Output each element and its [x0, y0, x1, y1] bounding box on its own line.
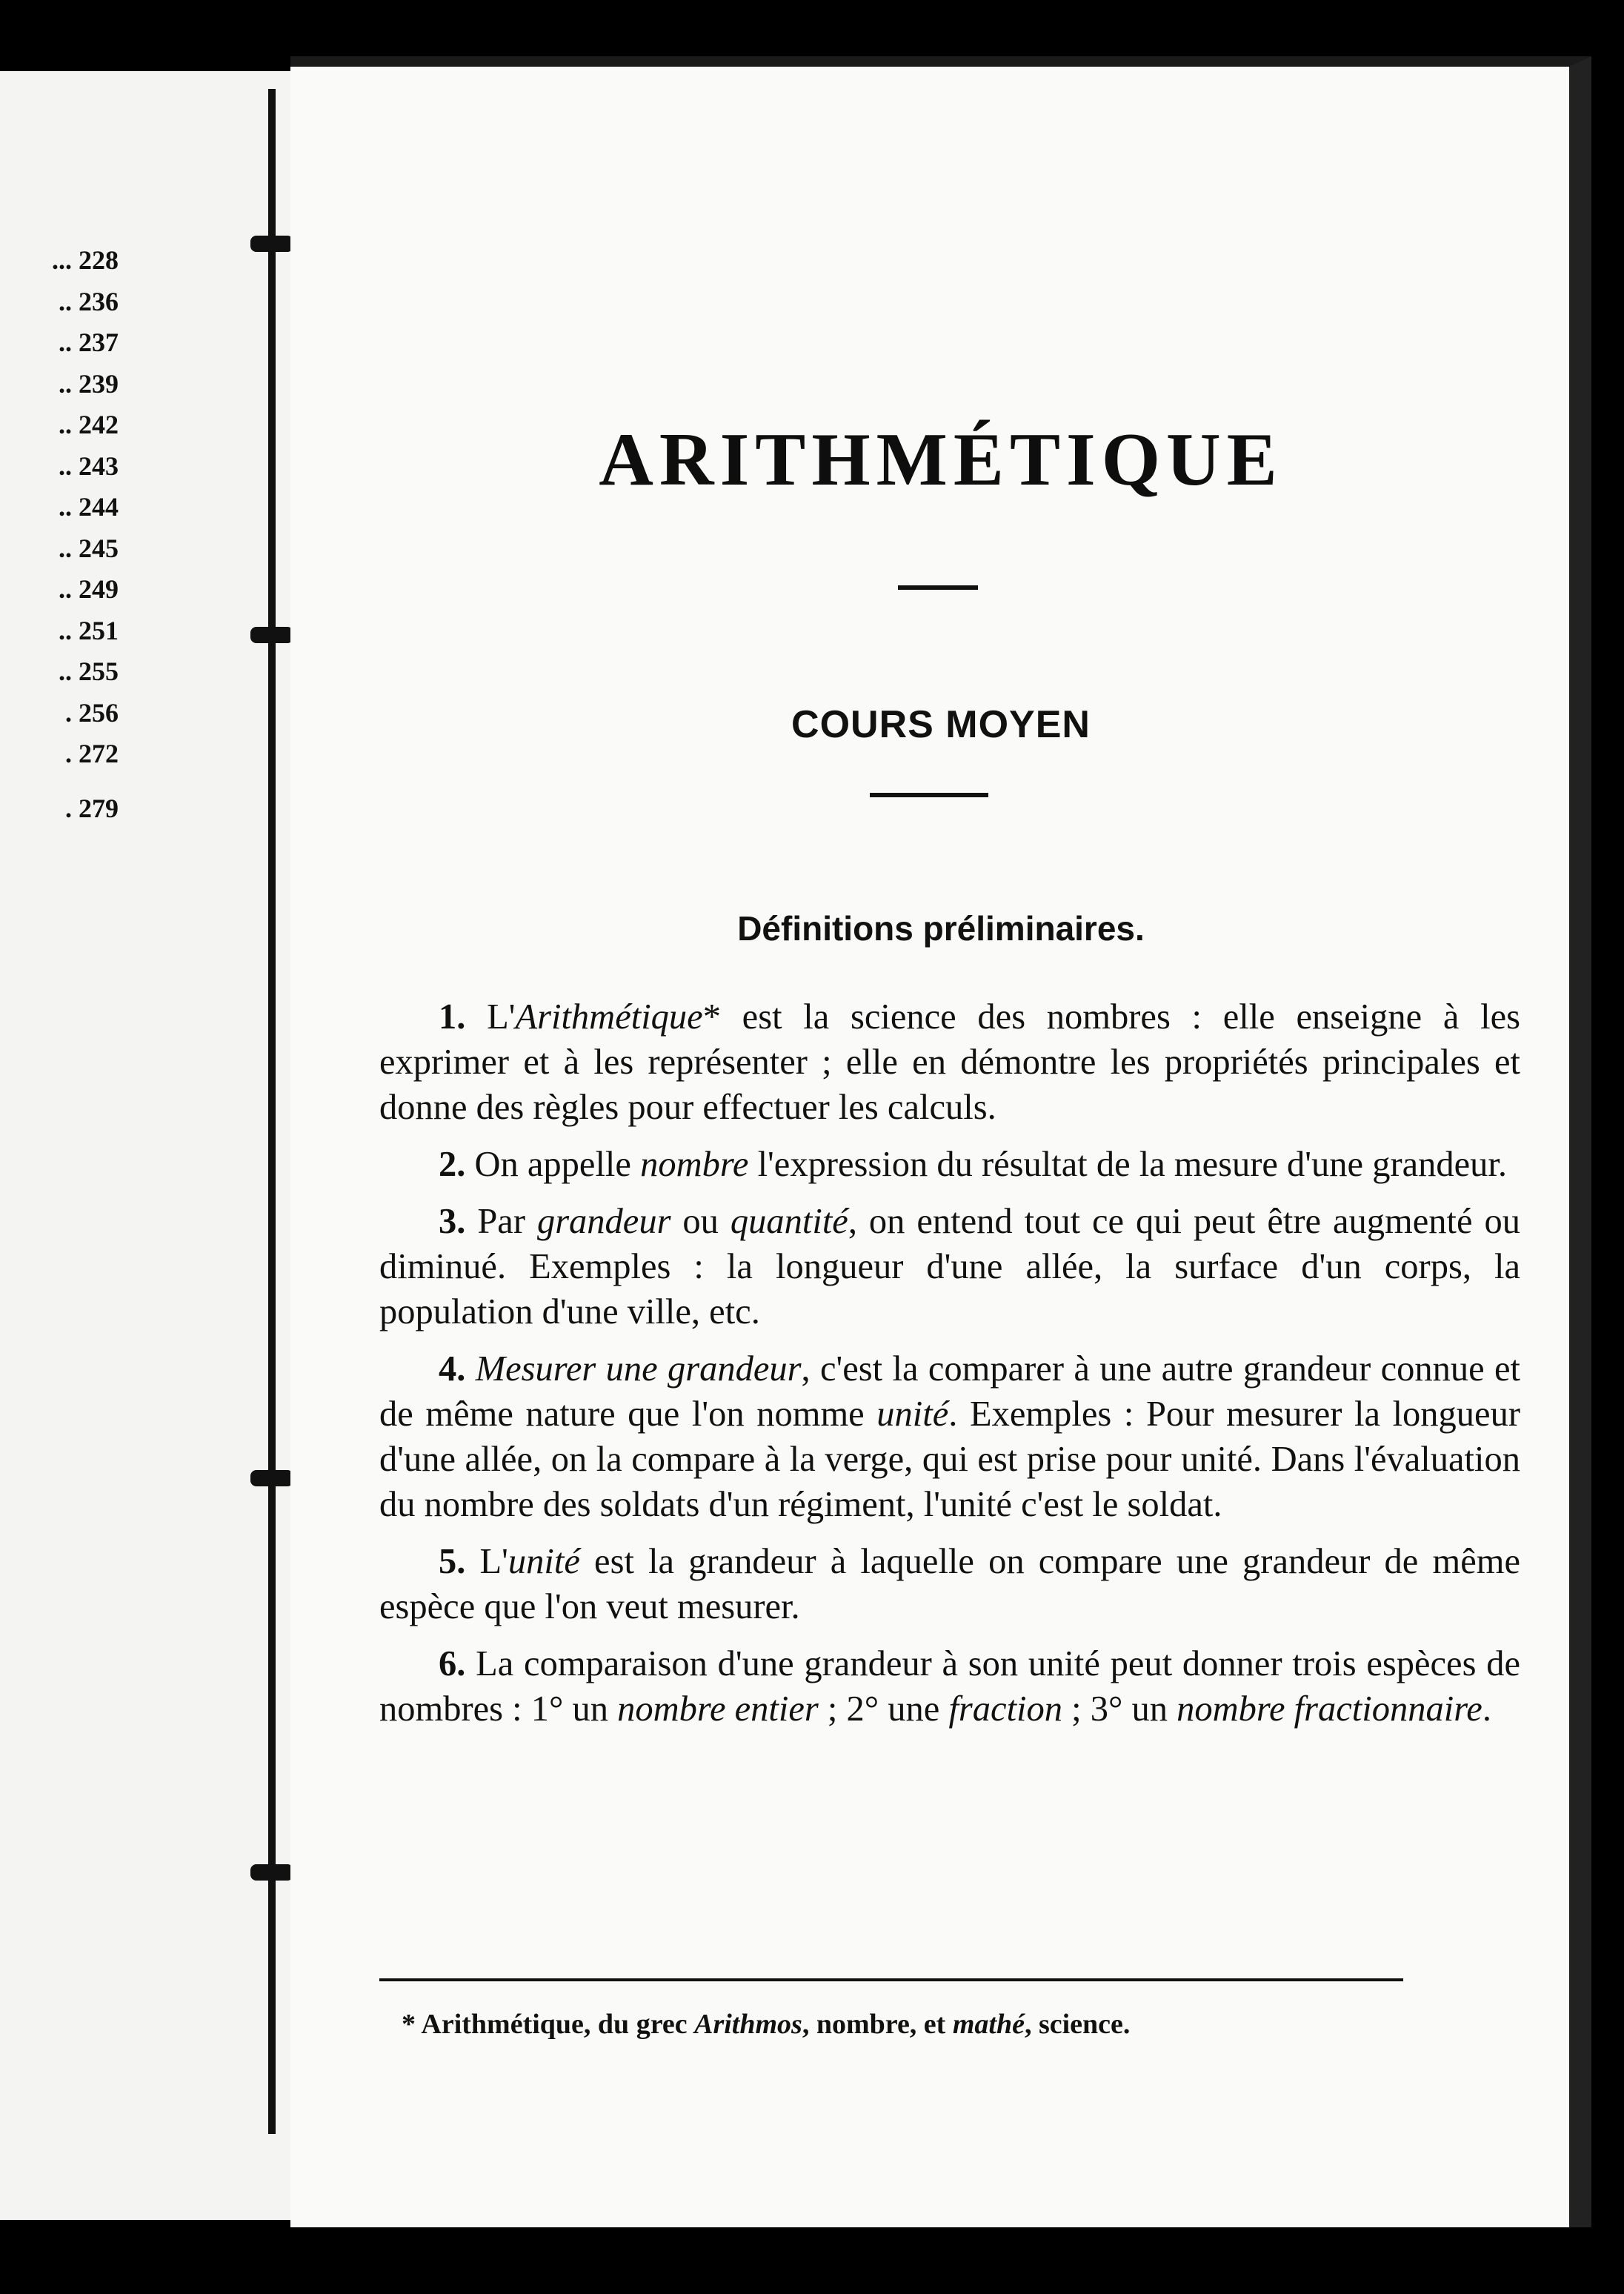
footnote [402, 2008, 1513, 2041]
text-run: ou [670, 1202, 731, 1241]
text-run: l'expression du résultat de la mesure d'une grandeur. [748, 1145, 1507, 1184]
text-run: Arithmétique, du grec [421, 2009, 695, 2040]
text-run: ; 3° un [1062, 1689, 1177, 1729]
text-run: L' [465, 997, 516, 1037]
italic-term: fraction [948, 1689, 1063, 1729]
paragraph-4 [379, 1346, 1520, 1527]
toc-entry: . 279 [65, 793, 119, 823]
binding-stitch [250, 627, 293, 643]
italic-term: Arithmos [694, 2009, 802, 2040]
binding-stitch [250, 236, 293, 252]
toc-entry: . 256 [65, 697, 119, 728]
toc-entry: .. 243 [59, 451, 119, 481]
italic-term: nombre fractionnaire [1177, 1689, 1482, 1729]
text-run: , c'est la comparer à une autre grandeur connue et de même nature que l'on nomme [379, 1349, 1520, 1434]
toc-entry: .. 251 [59, 615, 119, 645]
italic-term: Mesurer une grandeur [475, 1349, 802, 1389]
toc-page-numbers [0, 240, 119, 829]
toc-entry: .. 236 [59, 286, 119, 316]
paragraph-5 [379, 1539, 1520, 1629]
text-run: On appelle [465, 1145, 641, 1184]
text-run: * est la science des nombres : elle enseigne à les exprimer et à les représenter ; elle en démontre les propriétés principales et donne des règles pour effectuer les calculs. [379, 997, 1520, 1127]
italic-term: Arithmétique [515, 997, 703, 1037]
paragraph-number: 5. [439, 1542, 466, 1581]
page-subtitle: COURS MOYEN [791, 703, 1091, 746]
text-run: L' [465, 1542, 508, 1581]
binding-thread [268, 89, 276, 2134]
italic-term: quantité [730, 1202, 848, 1241]
paragraph-number: 6. [439, 1644, 466, 1683]
toc-entry: .. 239 [59, 368, 119, 399]
paragraph-number: 2. [439, 1145, 466, 1184]
paragraph-number: 3. [439, 1202, 466, 1241]
italic-term: grandeur [536, 1202, 671, 1241]
italic-term: mathé [952, 2009, 1025, 2040]
text-run: , nombre, et [802, 2009, 953, 2040]
toc-entry: .. 255 [59, 656, 119, 686]
subtitle-divider [870, 793, 988, 797]
footnote-rule [379, 1978, 1403, 1981]
binding-stitch [250, 1864, 293, 1881]
text-run: . Exemples : Pour mesurer la longueur d'une allée, on la compare à la verge, qui est prise pour unité. Dans l'évaluation du nombre des soldats d'un régiment, l'unité c'est le soldat. [379, 1394, 1520, 1524]
paragraph-number: 4. [439, 1349, 466, 1389]
paragraph-6 [379, 1641, 1520, 1732]
text-run: Par [465, 1202, 537, 1241]
text-run: , on entend tout ce qui peut être augmenté ou diminué. Exemples : la longueur d'une allée, la surface d'un corps, la population d'une ville, etc. [379, 1202, 1520, 1331]
italic-term: nombre [640, 1145, 749, 1184]
italic-term: nombre entier [617, 1689, 819, 1729]
title-divider [898, 585, 978, 590]
footnote-marker: * [402, 2009, 422, 2040]
toc-entry: .. 249 [59, 574, 119, 604]
body-text [379, 994, 1520, 1743]
text-run: La comparaison d'une grandeur à son unité peut donner trois espèces de nombres : 1° un [379, 1644, 1520, 1729]
paragraph-number: 1. [439, 997, 466, 1037]
paragraph-1 [379, 994, 1520, 1130]
right-page [290, 56, 1591, 2227]
text-run: . [1482, 1689, 1491, 1729]
paragraph-3 [379, 1199, 1520, 1334]
text-run [465, 1349, 475, 1389]
text-run: ; 2° une [818, 1689, 949, 1729]
toc-entry: .. 245 [59, 533, 119, 563]
toc-entry: ... 228 [52, 245, 119, 275]
paragraph-2 [379, 1142, 1520, 1187]
text-run: , science. [1024, 2009, 1131, 2040]
toc-entry: . 272 [65, 739, 119, 768]
section-heading: Définitions préliminaires. [737, 909, 1145, 948]
italic-term: unité [508, 1542, 580, 1581]
toc-entry: .. 244 [59, 492, 119, 522]
page-title: ARITHMÉTIQUE [599, 418, 1283, 502]
left-page [0, 71, 290, 2220]
binding-stitch [250, 1470, 293, 1486]
text-run: est la grandeur à laquelle on compare une grandeur de même espèce que l'on veut mesurer. [379, 1542, 1520, 1626]
toc-entry: .. 237 [59, 328, 119, 357]
italic-term: unité [876, 1394, 949, 1434]
toc-entry: .. 242 [59, 410, 119, 439]
